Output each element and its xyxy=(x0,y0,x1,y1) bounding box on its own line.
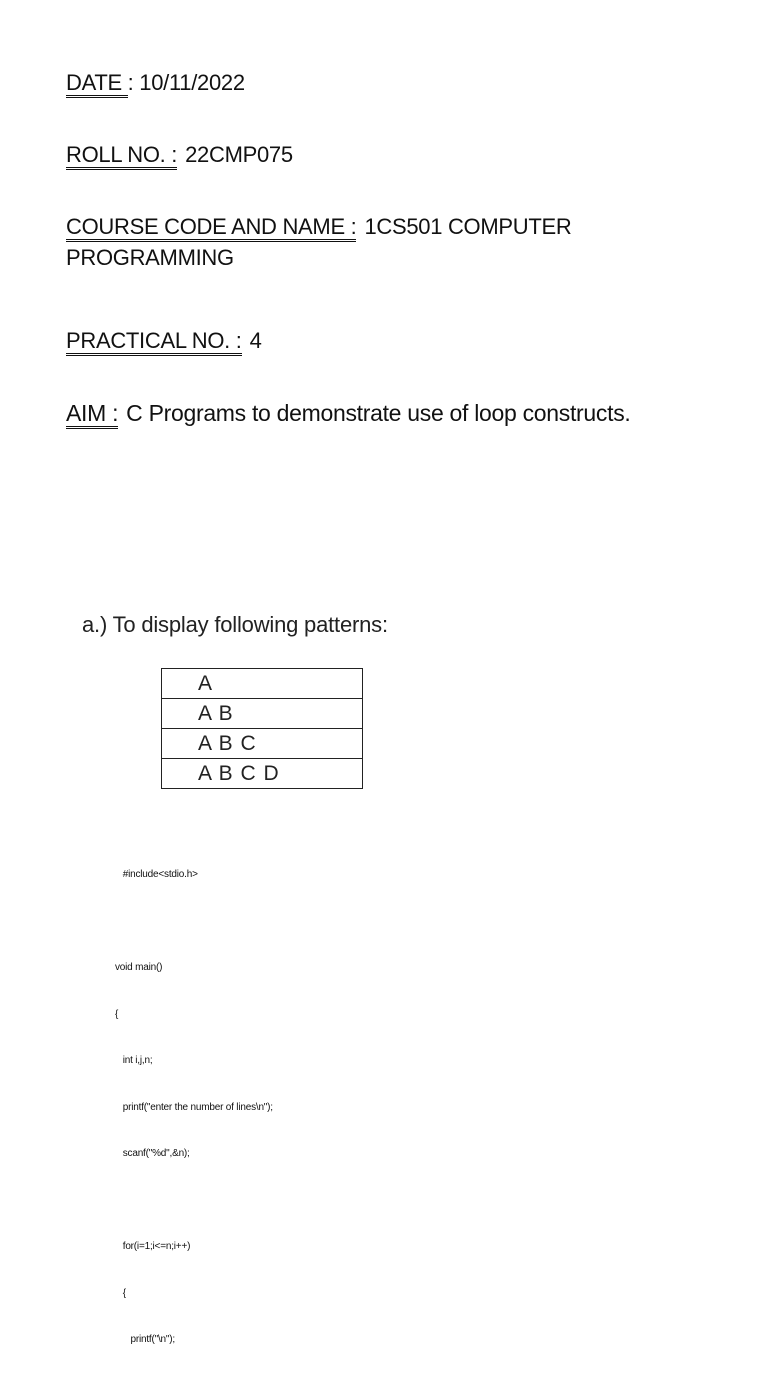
code-line xyxy=(115,1193,273,1209)
course-line xyxy=(66,212,571,242)
code-line: scanf("%d",&n); xyxy=(115,1148,190,1159)
code-line: { xyxy=(115,1287,126,1299)
table-row xyxy=(162,759,363,789)
date-value: : 10/11/2022 xyxy=(127,70,245,95)
code-line: for(i=1;i<=n;i++) xyxy=(115,1241,191,1252)
practical-label: PRACTICAL NO. : xyxy=(66,328,242,356)
pattern-cell: A xyxy=(162,669,363,699)
aim-value: C Programs to demonstrate use of loop constructs. xyxy=(126,400,631,426)
table-row xyxy=(162,669,363,699)
practical-value: 4 xyxy=(249,328,262,353)
date-line xyxy=(66,68,245,98)
roll-value: 22CMP075 xyxy=(185,142,293,167)
course-value-line2: PROGRAMMING xyxy=(66,245,234,270)
code-line: printf("enter the number of lines\n"); xyxy=(115,1101,273,1113)
pattern-table xyxy=(161,668,363,789)
table-row xyxy=(162,729,363,759)
code-line: { xyxy=(115,1008,119,1020)
date-label: DATE xyxy=(66,70,128,98)
aim-label: AIM : xyxy=(66,400,118,429)
code-line: void main() xyxy=(115,962,163,973)
pattern-cell: A B C D xyxy=(162,759,363,789)
pattern-cell: A B xyxy=(162,699,363,729)
aim-line xyxy=(66,398,631,428)
course-label: COURSE CODE AND NAME : xyxy=(66,214,356,242)
course-line-2 xyxy=(66,243,234,273)
pattern-cell: A B C xyxy=(162,729,363,759)
code-line: #include<stdio.h> xyxy=(115,869,198,880)
code-line xyxy=(115,914,273,930)
section-title: a.) To display following patterns: xyxy=(82,612,388,637)
code-block xyxy=(115,836,273,1379)
code-line: printf("\n"); xyxy=(115,1334,175,1345)
practical-line xyxy=(66,326,262,356)
code-line: int i,j,n; xyxy=(115,1055,153,1066)
roll-line xyxy=(66,140,293,170)
course-value: 1CS501 COMPUTER xyxy=(364,214,572,239)
table-row xyxy=(162,699,363,729)
roll-label: ROLL NO. : xyxy=(66,142,177,170)
